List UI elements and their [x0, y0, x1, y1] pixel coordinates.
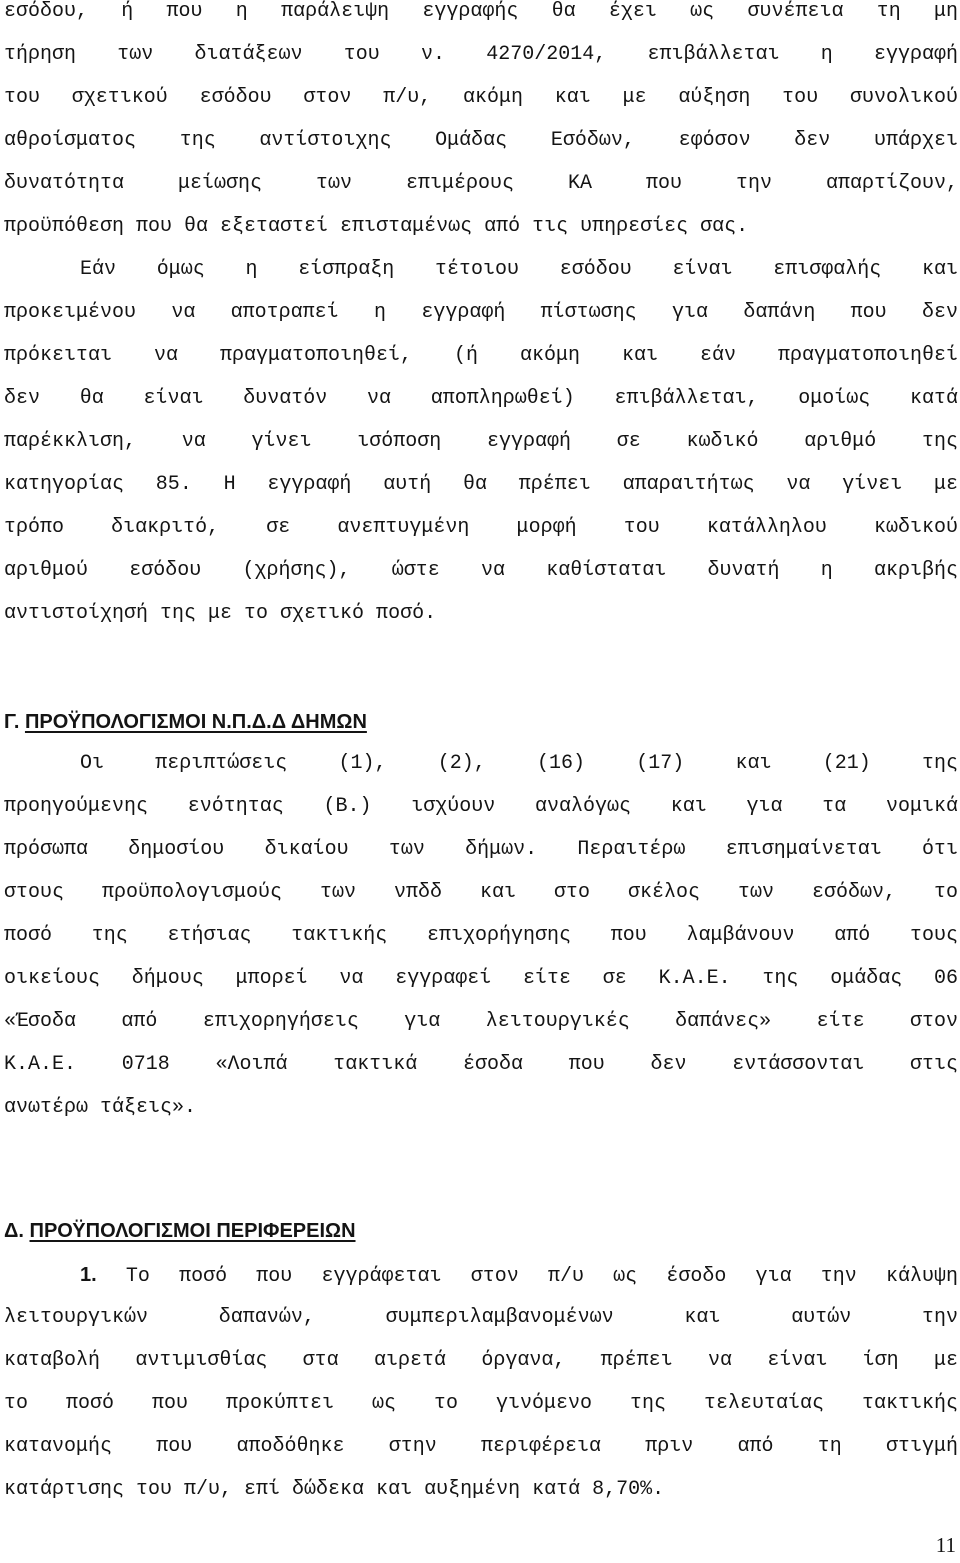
text-line: τήρηση των διατάξεων του ν. 4270/2014, επιβάλλεται η εγγραφή [4, 43, 958, 66]
text-line: πρόκειται να πραγματοποιηθεί, (ή ακόμη και εάν πραγματοποιηθεί [4, 344, 958, 367]
text-line: προηγούμενης ενότητας (Β.) ισχύουν αναλόγως και για τα νομικά [4, 795, 958, 818]
item-number: 1. [80, 1264, 97, 1286]
text-line: αριθμού εσόδου (χρήσης), ώστε να καθίσταται δυνατή η ακριβής [4, 559, 958, 582]
text-line: αθροίσματος της αντίστοιχης Ομάδας Εσόδων, εφόσον δεν υπάρχει [4, 129, 958, 152]
text-line: το ποσό που προκύπτει ως το γινόμενο της τελευταίας τακτικής [4, 1392, 958, 1415]
text-line: δυνατότητα μείωσης των επιμέρους ΚΑ που την απαρτίζουν, [4, 172, 958, 195]
text-line: κατανομής που αποδόθηκε στην περιφέρεια πριν από τη στιγμή [4, 1435, 958, 1458]
text-line: στους προϋπολογισμούς των νπδδ και στο σκέλος των εσόδων, το [4, 881, 958, 904]
text-line: εσόδου, ή που η παράλειψη εγγραφής θα έχει ως συνέπεια τη μη [4, 0, 958, 23]
text-line: «Έσοδα από επιχορηγήσεις για λειτουργικές δαπάνες» είτε στον [4, 1010, 958, 1033]
text-line: οικείους δήμους μπορεί να εγγραφεί είτε σε Κ.Α.Ε. της ομάδας 06 [4, 967, 958, 990]
page-number: 11 [935, 1533, 956, 1557]
section-prefix: Δ. [4, 1220, 24, 1242]
text-line: προκειμένου να αποτραπεί η εγγραφή πίστωσης για δαπάνη που δεν [4, 301, 958, 324]
section-title: ΠΡΟΫΠΟΛΟΓΙΣΜΟΙ Ν.Π.Δ.Δ ΔΗΜΩΝ [24, 711, 367, 733]
text-line: ποσό της ετήσιας τακτικής επιχορήγησης που λαμβάνουν από τους [4, 924, 958, 947]
section-heading-d [4, 1219, 356, 1243]
text-line: κατηγορίας 85. Η εγγραφή αυτή θα πρέπει απαραιτήτως να γίνει με [4, 473, 958, 496]
text-line: λειτουργικών δαπανών, συμπεριλαμβανομένων και αυτών την [4, 1306, 958, 1329]
text-line: ανωτέρω τάξεις». [4, 1096, 197, 1119]
section-heading-g [4, 710, 367, 734]
text-line: δεν θα είναι δυνατόν να αποπληρωθεί) επιβάλλεται, ομοίως κατά [4, 387, 958, 410]
text-line: παρέκκλιση, να γίνει ισόποση εγγραφή σε κωδικό αριθμό της [4, 430, 958, 453]
text-line: καταβολή αντιμισθίας στα αιρετά όργανα, πρέπει να είναι ίση με [4, 1349, 958, 1372]
section-title: ΠΡΟΫΠΟΛΟΓΙΣΜΟΙ ΠΕΡΙΦΕΡΕΙΩΝ [29, 1220, 356, 1242]
numbered-item-first-line [80, 1263, 958, 1289]
text-line: αντιστοίχησή της με το σχετικό ποσό. [4, 602, 437, 625]
text-line: κατάρτισης του π/υ, επί δώδεκα και αυξημένη κατά 8,70%. [4, 1478, 665, 1501]
section-prefix: Γ. [4, 711, 20, 733]
text-line: Εάν όμως η είσπραξη τέτοιου εσόδου είναι επισφαλής και [80, 258, 958, 281]
text-line: Οι περιπτώσεις (1), (2), (16) (17) και (21) της [80, 752, 958, 775]
text-line: πρόσωπα δημοσίου δικαίου των δήμων. Περαιτέρω επισημαίνεται ότι [4, 838, 958, 861]
text-line: τρόπο διακριτό, σε ανεπτυγμένη μορφή του κατάλληλου κωδικού [4, 516, 958, 539]
text-line: του σχετικού εσόδου στον π/υ, ακόμη και με αύξηση του συνολικού [4, 86, 958, 109]
text-line: προϋπόθεση που θα εξεταστεί επισταμένως από τις υπηρεσίες σας. [4, 215, 749, 238]
text-line: Κ.Α.Ε. 0718 «Λοιπά τακτικά έσοδα που δεν εντάσσονται στις [4, 1053, 958, 1076]
item-text: Το ποσό που εγγράφεται στον π/υ ως έσοδο για την κάλυψη [125, 1265, 958, 1288]
